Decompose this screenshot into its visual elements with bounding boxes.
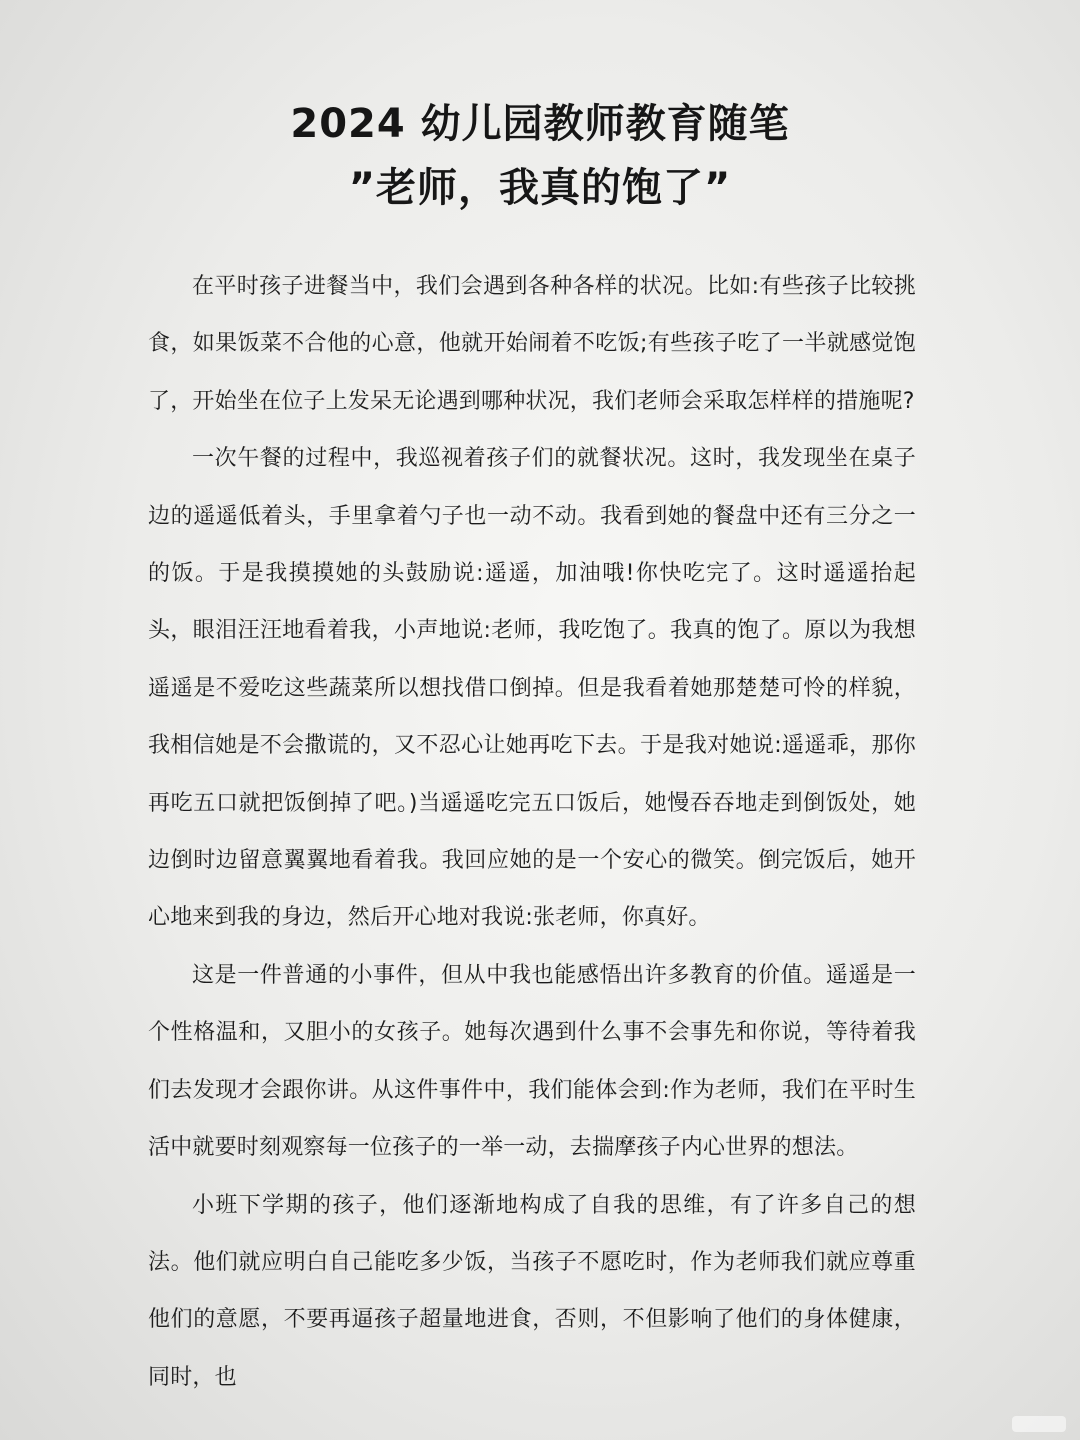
watermark bbox=[1012, 1416, 1066, 1432]
paragraph-2: 一次午餐的过程中，我巡视着孩子们的就餐状况。这时，我发现坐在桌子边的遥遥低着头，手里拿着勺子也一动不动。我看到她的餐盘中还有三分之一的饭。于是我摸摸她的头鼓励说:遥遥，加油哦!你快吃完了。这时遥遥抬起头，眼泪汪汪地看着我，小声地说:老师，我吃饱了。我真的饱了。原以为我想遥遥是不爱吃这些蔬菜所以想找借口倒掉。但是我看着她那楚楚可怜的样貌，我相信她是不会撒谎的，又不忍心让她再吃下去。于是我对她说:遥遥乖，那你再吃五口就把饭倒掉了吧。)当遥遥吃完五口饭后，她慢吞吞地走到倒饭处，她边倒时边留意翼翼地看着我。我回应她的是一个安心的微笑。倒完饭后，她开心地来到我的身边，然后开心地对我说:张老师，你真好。 bbox=[148, 446, 916, 931]
paragraph-3: 这是一件普通的小事件，但从中我也能感悟出许多教育的价值。遥遥是一个性格温和，又胆小的女孩子。她每次遇到什么事不会事先和你说，等待着我们去发现才会跟你讲。从这件事件中，我们能体会到:作为老师，我们在平时生活中就要时刻观察每一位孩子的一举一动，去揣摩孩子内心世界的想法。 bbox=[148, 962, 916, 1161]
document-title: 2024 幼儿园教师教育随笔 bbox=[290, 101, 790, 147]
paragraph-4: 小班下学期的孩子，他们逐渐地构成了自我的思维，有了许多自己的想法。他们就应明白自己能吃多少饭，当孩子不愿吃时，作为老师我们就应尊重他们的意愿，不要再逼孩子超量地进食，否则，不但影响了他们的身体健康，同时，也 bbox=[148, 1192, 916, 1390]
body-text bbox=[148, 258, 916, 1406]
document-subtitle: ”老师，我真的饱了” bbox=[348, 165, 732, 211]
title-block bbox=[0, 92, 1080, 220]
paragraph-1: 在平时孩子进餐当中，我们会遇到各种各样的状况。比如:有些孩子比较挑食，如果饭菜不合他的心意，他就开始闹着不吃饭;有些孩子吃了一半就感觉饱了，开始坐在位子上发呆无论遇到哪种状况，我们老师会采取怎样样的措施呢? bbox=[148, 274, 916, 414]
